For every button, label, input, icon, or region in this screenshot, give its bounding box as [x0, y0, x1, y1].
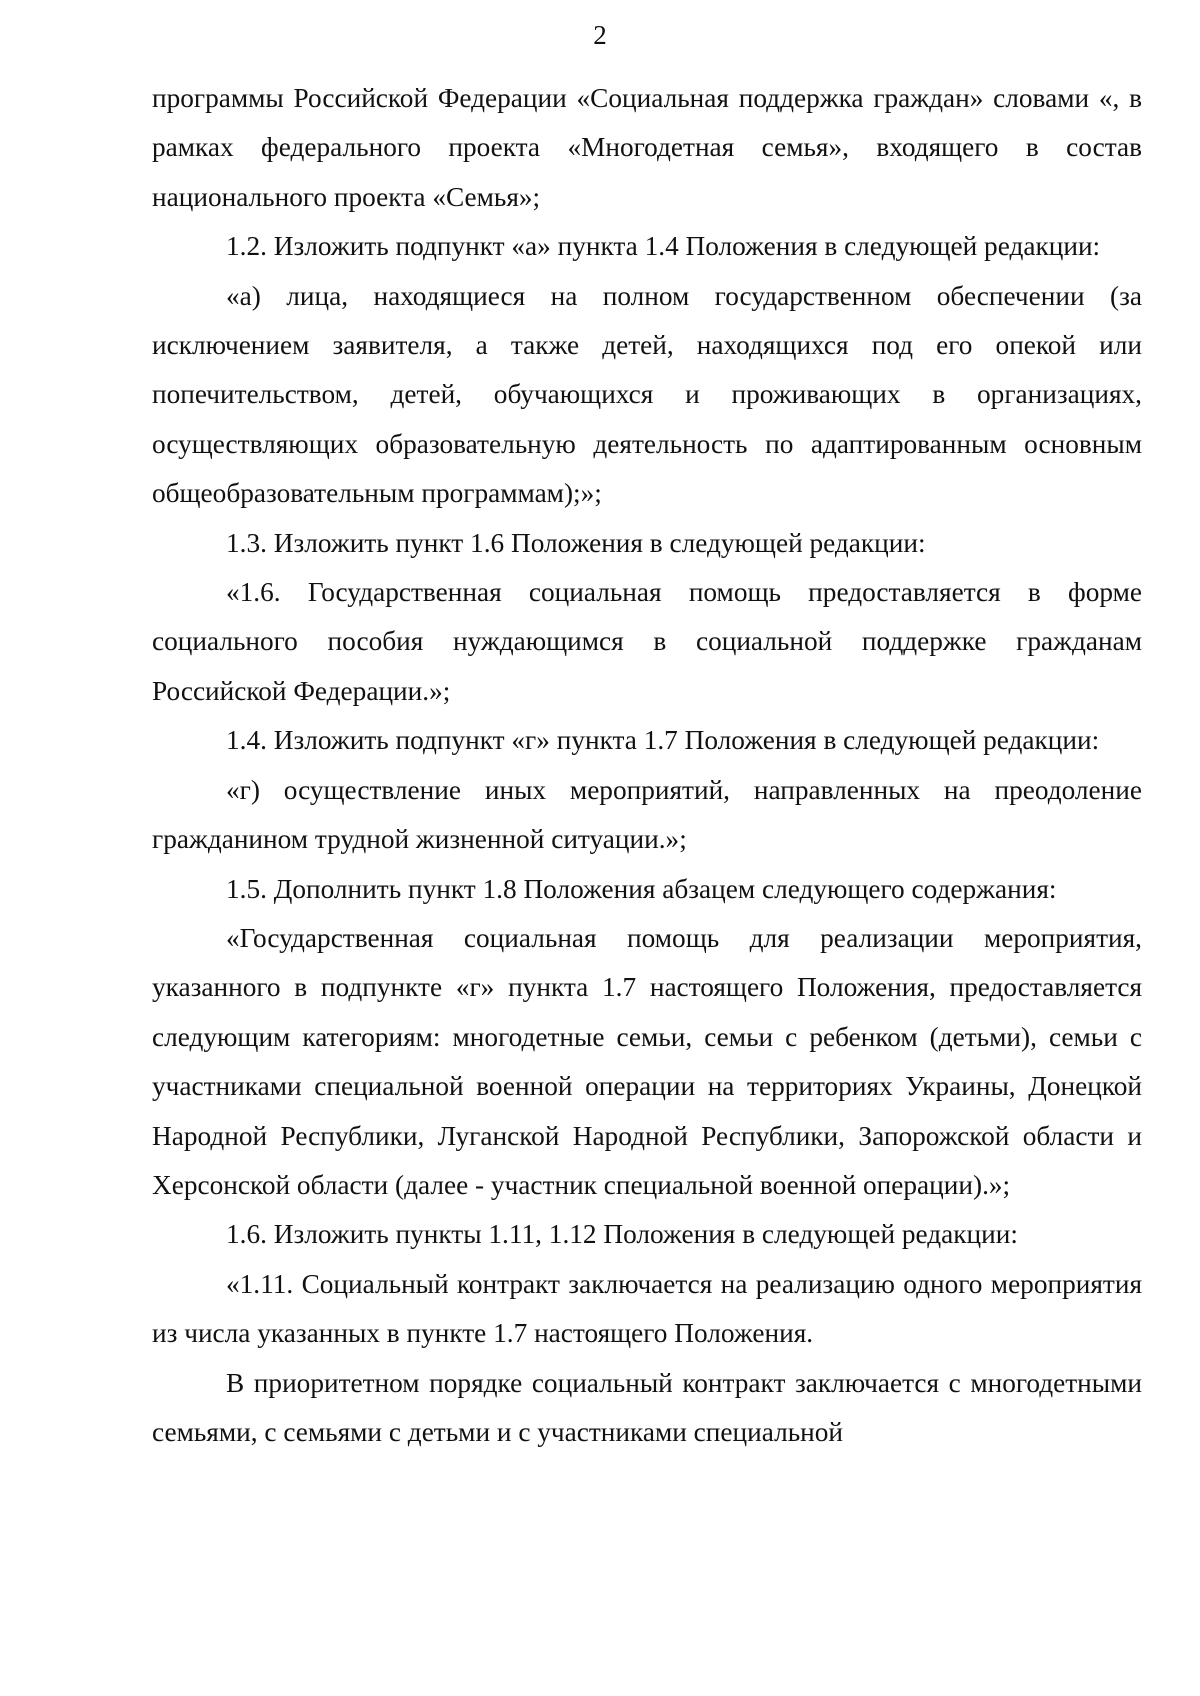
paragraph-item-1-4: 1.4. Изложить подпункт «г» пункта 1.7 Положения в следующей редакции: — [226, 725, 1100, 756]
paragraph-subitem-g-text: «г) осуществление иных мероприятий, направленных на преодоление гражданином трудной жизненной ситуации.»; — [152, 774, 1142, 855]
paragraph-item-1-3: 1.3. Изложить пункт 1.6 Положения в следующей редакции: — [226, 527, 926, 558]
page-number: 2 — [593, 20, 607, 50]
paragraph-priority-order: В приоритетном порядке социальный контракт заключается с многодетными семьями, с семьями с детьми и с участниками специальной — [152, 1367, 1142, 1447]
document-body — [152, 74, 1142, 1457]
paragraph-item-1-6-text: «1.6. Государственная социальная помощь предоставляется в форме социального пособия нуждающимся в социальной поддержке гражданам Российской Федерации.»; — [152, 577, 1142, 706]
paragraph-item-1-2: 1.2. Изложить подпункт «а» пункта 1.4 Положения в следующей редакции: — [226, 231, 1101, 262]
paragraph-item-1-5: 1.5. Дополнить пункт 1.8 Положения абзацем следующего содержания: — [226, 873, 1057, 904]
paragraph-item-1-6: 1.6. Изложить пункты 1.11, 1.12 Положения в следующей редакции: — [226, 1219, 1018, 1250]
paragraph-social-assistance-categories: «Государственная социальная помощь для реализации мероприятия, указанного в подпункте «г» пункта 1.7 настоящего Положения, предоставляется следующим категориям: многодетные семьи, семьи с ребенком (детьми), семьи с участниками специальной военной операции на территориях Украины, Донецкой Народной Республики, Луганской Народной Республики, Запорожской области и Херсонской области (далее - участник специальной военной операции).»; — [152, 922, 1142, 1200]
paragraph-program-continuation: программы Российской Федерации «Социальная поддержка граждан» словами «, в рамках федерального проекта «Многодетная семья», входящего в состав национального проекта «Семья»; — [152, 83, 1142, 212]
paragraph-item-1-11-text: «1.11. Социальный контракт заключается на реализацию одного мероприятия из числа указанных в пункте 1.7 настоящего Положения. — [152, 1268, 1142, 1349]
paragraph-subitem-a-text: «а) лица, находящиеся на полном государственном обеспечении (за исключением заявителя, а также детей, находящихся под его опекой или попечительством, детей, обучающихся и проживающих в организациях, осуществляющих образовательную деятельность по адаптированным основным общеобразовательным программам);»; — [152, 280, 1142, 509]
